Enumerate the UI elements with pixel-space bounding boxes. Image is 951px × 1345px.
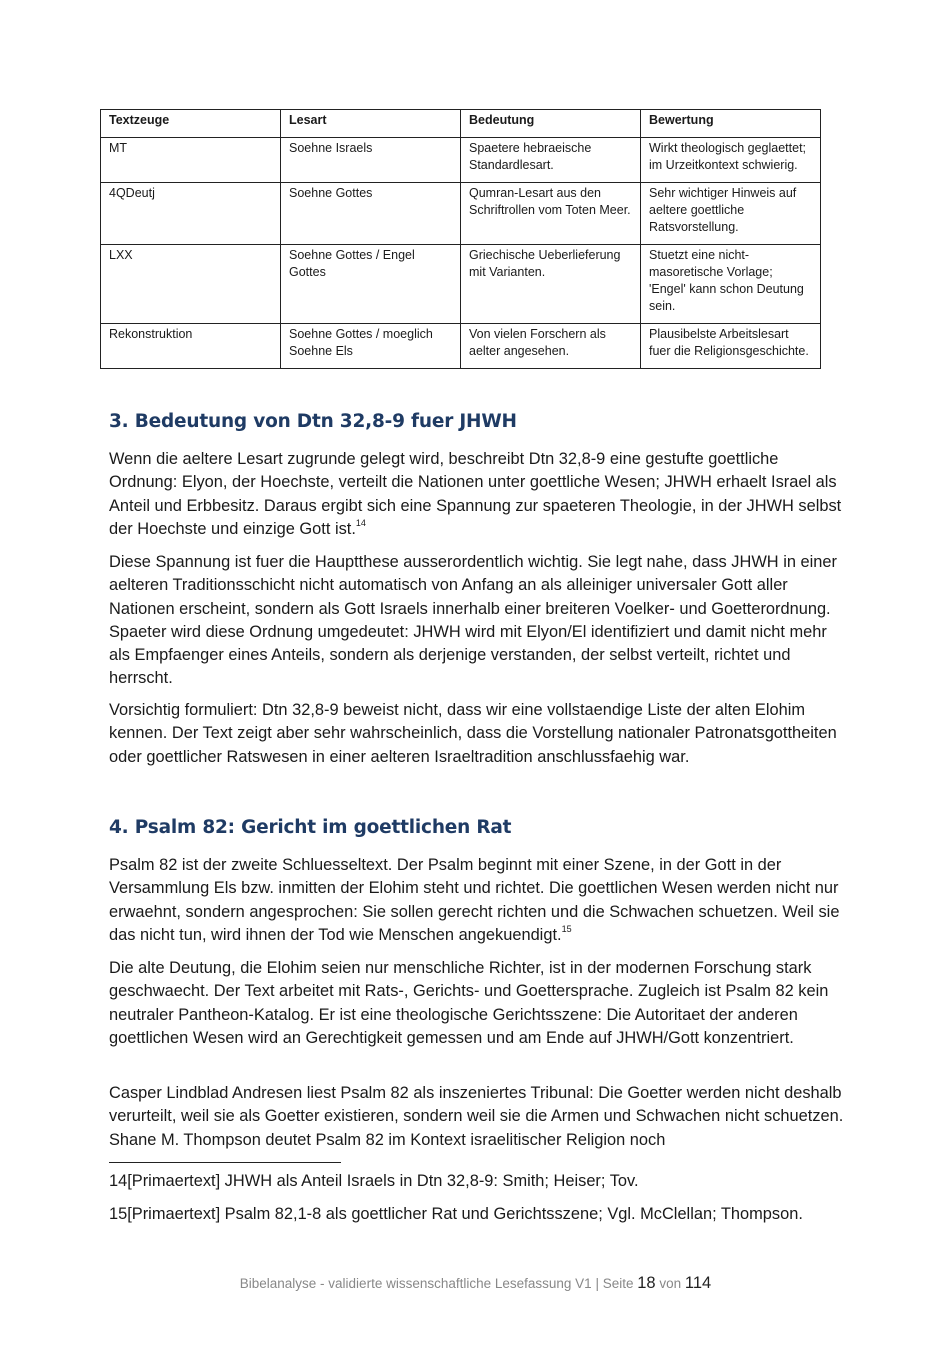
footnote-15: 15[Primaertext] Psalm 82,1-8 als goettlicher Rat und Gerichtsszene; Vgl. McClellan; Thompson. bbox=[109, 1205, 803, 1223]
table-cell: Stuetzt eine nicht-masoretische Vorlage; 'Engel' kann schon Deutung sein. bbox=[641, 245, 821, 324]
footnote-separator bbox=[109, 1162, 341, 1163]
table-cell: Sehr wichtiger Hinweis auf aeltere goettliche Ratsvorstellung. bbox=[641, 183, 821, 245]
table-cell: Wirkt theologisch geglaettet; im Urzeitkontext schwierig. bbox=[641, 138, 821, 183]
footnote-ref-15[interactable]: 15 bbox=[561, 924, 572, 935]
paragraph: Vorsichtig formuliert: Dtn 32,8-9 beweist nicht, dass wir eine vollstaendige Liste der alten Elohim kennen. Der Text zeigt aber sehr wahrscheinlich, dass die Vorstellung nationaler Patronatsgottheiten oder goettlicher Ratswesen in einer aelteren Israeltradition anschlussfaehig war. bbox=[109, 701, 837, 766]
section-heading-4: 4. Psalm 82: Gericht im goettlichen Rat bbox=[109, 817, 512, 838]
paragraph: Die alte Deutung, die Elohim seien nur menschliche Richter, ist in der modernen Forschung stark geschwaecht. Der Text arbeitet mit Rats-, Gerichts- und Goettersprache. Zugleich ist Psalm 82 kein neutraler Pantheon-Katalog. Er ist eine theologische Gerichtsszene: Die Autoritaet der anderen goettlichen Wesen wird an Gerechtigkeit gemessen und am Ende auf JHWH/Gott konzentriert. bbox=[109, 959, 829, 1047]
table-row bbox=[101, 245, 821, 324]
paragraph bbox=[109, 448, 844, 541]
table-cell: Rekonstruktion bbox=[101, 324, 281, 369]
table-cell: Soehne Israels bbox=[281, 138, 461, 183]
column-header-lesart: Lesart bbox=[281, 110, 461, 138]
table-cell: Von vielen Forschern als aelter angesehen. bbox=[461, 324, 641, 369]
table-cell: LXX bbox=[101, 245, 281, 324]
table-cell: Spaetere hebraeische Standardlesart. bbox=[461, 138, 641, 183]
table-header-row bbox=[101, 110, 821, 138]
footnote-ref-14[interactable]: 14 bbox=[355, 518, 366, 529]
table-cell: MT bbox=[101, 138, 281, 183]
paragraph bbox=[109, 854, 844, 947]
column-header-bedeutung: Bedeutung bbox=[461, 110, 641, 138]
page-number: 18 bbox=[637, 1274, 656, 1292]
table-cell: Soehne Gottes / Engel Gottes bbox=[281, 245, 461, 324]
table-row bbox=[101, 138, 821, 183]
page-total: 114 bbox=[684, 1274, 712, 1292]
lesarten-table bbox=[100, 109, 821, 369]
table-row bbox=[101, 324, 821, 369]
footer-text: Bibelanalyse - validierte wissenschaftliche Lesefassung V1 | Seite bbox=[239, 1276, 634, 1291]
table-cell: Soehne Gottes bbox=[281, 183, 461, 245]
paragraph: Diese Spannung ist fuer die Hauptthese ausserordentlich wichtig. Sie legt nahe, dass JHWH in einer aelteren Traditionsschicht nicht automatisch von Anfang an als alleiniger universaler Gott aller Nationen erscheint, sondern als Gott Israels innerhalb einer breiteren Voelker- und Goetterordnung. Spaeter wird diese Ordnung umgedeutet: JHWH wird mit Elyon/El identifiziert und damit nicht mehr als Empfaenger eines Anteils, sondern als derjenige verstanden, der selbst verteilt, richtet und herrscht. bbox=[109, 553, 837, 688]
page-footer bbox=[0, 1273, 951, 1294]
table-cell: Soehne Gottes / moeglich Soehne Els bbox=[281, 324, 461, 369]
table-cell: 4QDeutj bbox=[101, 183, 281, 245]
table-cell: Griechische Ueberlieferung mit Varianten. bbox=[461, 245, 641, 324]
column-header-textzeuge: Textzeuge bbox=[101, 110, 281, 138]
table-cell: Plausibelste Arbeitslesart fuer die Religionsgeschichte. bbox=[641, 324, 821, 369]
table-row bbox=[101, 183, 821, 245]
section-heading-3: 3. Bedeutung von Dtn 32,8-9 fuer JHWH bbox=[109, 411, 517, 432]
paragraph-text: Wenn die aeltere Lesart zugrunde gelegt wird, beschreibt Dtn 32,8-9 eine gestufte goettliche Ordnung: Elyon, der Hoechste, verteilt die Nationen unter goettliche Wesen; JHWH erhaelt Israel als Anteil und Erbbesitz. Daraus ergibt sich eine Spannung zur spaeteren Theologie, in der JHWH selbst der Hoechste und einzige Gott ist. bbox=[109, 450, 842, 538]
footer-of: von bbox=[659, 1276, 682, 1291]
paragraph-text: Psalm 82 ist der zweite Schluesseltext. Der Psalm beginnt mit einer Szene, in der Gott in der Versammlung Els bzw. inmitten der Elohim steht und richtet. Die goettlichen Wesen werden nicht nur erwaehnt, sondern angesprochen: Sie sollen gerecht richten und die Schwachen schuetzen. Weil sie das nicht tun, wird ihnen der Tod wie Menschen angekuendigt. bbox=[109, 856, 840, 944]
footnote-14: 14[Primaertext] JHWH als Anteil Israels in Dtn 32,8-9: Smith; Heiser; Tov. bbox=[109, 1172, 639, 1190]
table-cell: Qumran-Lesart aus den Schriftrollen vom Toten Meer. bbox=[461, 183, 641, 245]
paragraph: Casper Lindblad Andresen liest Psalm 82 als inszeniertes Tribunal: Die Goetter werden nicht deshalb verurteilt, weil sie als Goetter existieren, sondern weil sie die Armen und Schwachen nicht schuetzen. Shane M. Thompson deutet Psalm 82 im Kontext israelitischer Religion noch bbox=[109, 1084, 844, 1149]
column-header-bewertung: Bewertung bbox=[641, 110, 821, 138]
